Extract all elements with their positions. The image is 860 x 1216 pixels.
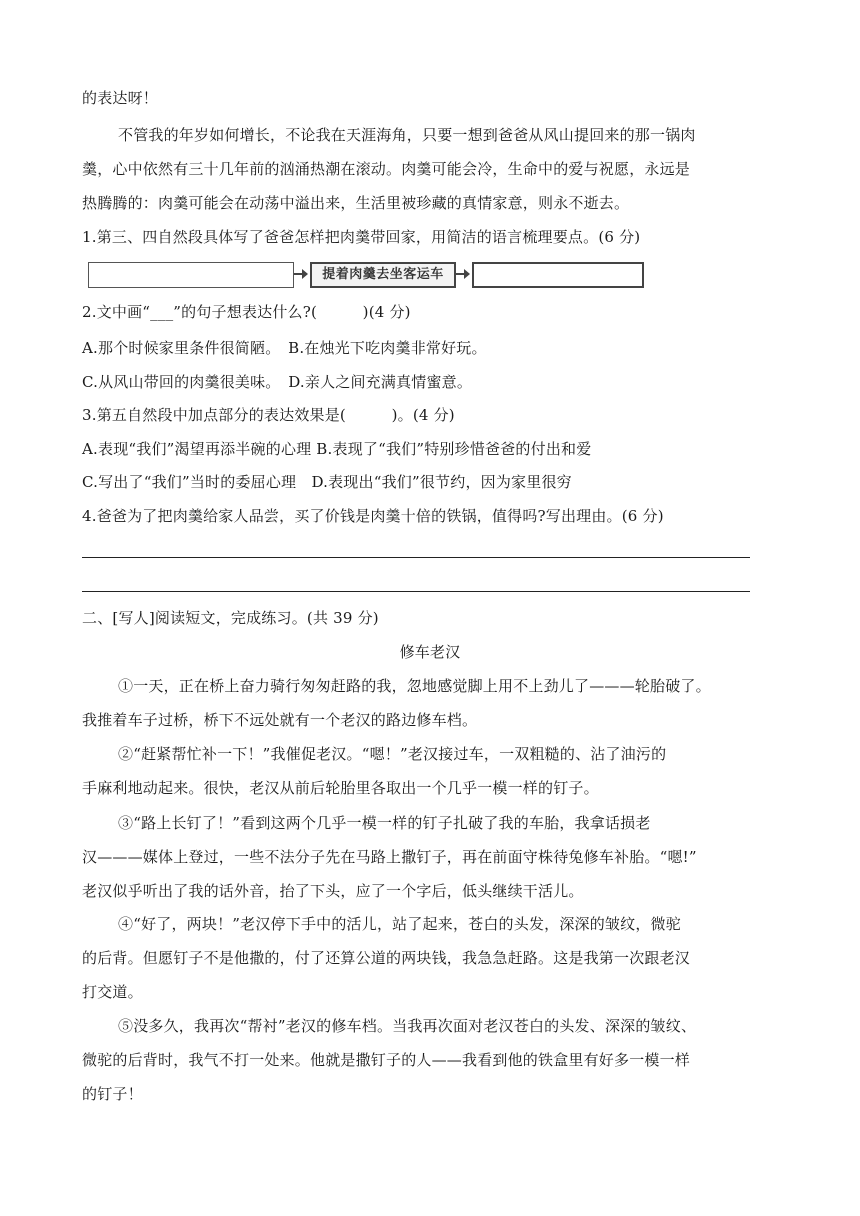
answer-line[interactable] (82, 557, 750, 558)
flow-step-given: 提着肉羹去坐客运车 (310, 262, 456, 288)
story-p3-line-2: 汉———媒体上登过，一些不法分子先在马路上撒钉子，再在前面守株待兔修车补胎。“嗯!” (82, 848, 697, 866)
story-p2-line-2: 手麻利地动起来。很快，老汉从前后轮胎里各取出一个几乎一模一样的钉子。 (82, 779, 599, 797)
story-p1-line-1: ①一天，正在桥上奋力骑行匆匆赶路的我，忽地感觉脚上用不上劲儿了———轮胎破了。 (118, 677, 711, 695)
story-p3-line-1: ③“路上长钉了！”看到这两个几乎一模一样的钉子扎破了我的车胎，我拿话损老 (118, 814, 651, 832)
answer-line[interactable] (82, 591, 750, 592)
story-p5-line-2: 微驼的后背时，我气不打一处来。他就是撒钉子的人——我看到他的铁盒里有好多一模一样 (82, 1051, 691, 1069)
arrow-right-icon (294, 273, 306, 275)
question-2-options-cd: C.从风山带回的肉羹很美味。 D.亲人之间充满真情蜜意。 (82, 373, 473, 391)
arrow-right-icon (456, 273, 468, 275)
flow-answer-box-2[interactable] (472, 262, 644, 288)
passage-last-paragraph-line-2: 羹，心中依然有三十几年前的汹涌热潮在滚动。肉羹可能会冷，生命中的爱与祝愿，永远是 (82, 160, 691, 178)
story-p4-line-2: 的后背。但愿钉子不是他撒的，付了还算公道的两块钱，我急急赶路。这是我第一次跟老汉 (82, 949, 691, 967)
question-2-options-ab: A.那个时候家里条件很简陋。 B.在烛光下吃肉羹非常好玩。 (82, 339, 487, 357)
flow-diagram (88, 262, 648, 288)
passage-last-paragraph-line-3: 热腾腾的：肉羹可能会在动荡中溢出来，生活里被珍藏的真情家意，则永不逝去。 (82, 194, 630, 212)
question-3-options-ab: A.表现“我们”渴望再添半碗的心理 B.表现了“我们”特别珍惜爸爸的付出和爱 (82, 440, 592, 458)
story-p1-line-2: 我推着车子过桥，桥下不远处就有一个老汉的路边修车档。 (82, 711, 478, 729)
story-p2-line-1: ②“赶紧帮忙补一下！”我催促老汉。“嗯！”老汉接过车，一双粗糙的、沾了油污的 (118, 745, 667, 763)
story-p3-line-3: 老汉似乎听出了我的话外音，抬了下头，应了一个字后，低头继续干活儿。 (82, 882, 584, 900)
section-2-heading: 二、[写人]阅读短文，完成练习。(共 39 分) (82, 609, 379, 627)
story-p4-line-1: ④“好了，两块！”老汉停下手中的活儿，站了起来，苍白的头发，深深的皱纹，微驼 (118, 915, 681, 933)
story-p4-line-3: 打交道。 (82, 983, 143, 1001)
question-1: 1.第三、四自然段具体写了爸爸怎样把肉羹带回家，用简洁的语言梳理要点。(6 分) (82, 228, 641, 246)
story-p5-line-3: 的钉子！ (82, 1085, 143, 1103)
story-title: 修车老汉 (399, 643, 461, 661)
question-3-options-cd: C.写出了“我们”当时的委屈心理 D.表现出“我们”很节约，因为家里很穷 (82, 473, 572, 491)
passage-last-paragraph-line-1: 不管我的年岁如何增长，不论我在天涯海角，只要一想到爸爸从风山提回来的那一锅肉 (118, 126, 696, 144)
question-2: 2.文中画“___”的句子想表达什么?( )(4 分) (82, 303, 411, 321)
question-4: 4.爸爸为了把肉羹给家人品尝，买了价钱是肉羹十倍的铁锅，值得吗?写出理由。(6 分) (82, 507, 664, 525)
story-p5-line-1: ⑤没多久，我再次“帮衬”老汉的修车档。当我再次面对老汉苍白的头发、深深的皱纹、 (118, 1017, 697, 1035)
passage-paragraph-end: 的表达呀！ (82, 89, 159, 107)
flow-answer-box-1[interactable] (88, 262, 294, 288)
question-3: 3.第五自然段中加点部分的表达效果是( )。(4 分) (82, 406, 455, 424)
